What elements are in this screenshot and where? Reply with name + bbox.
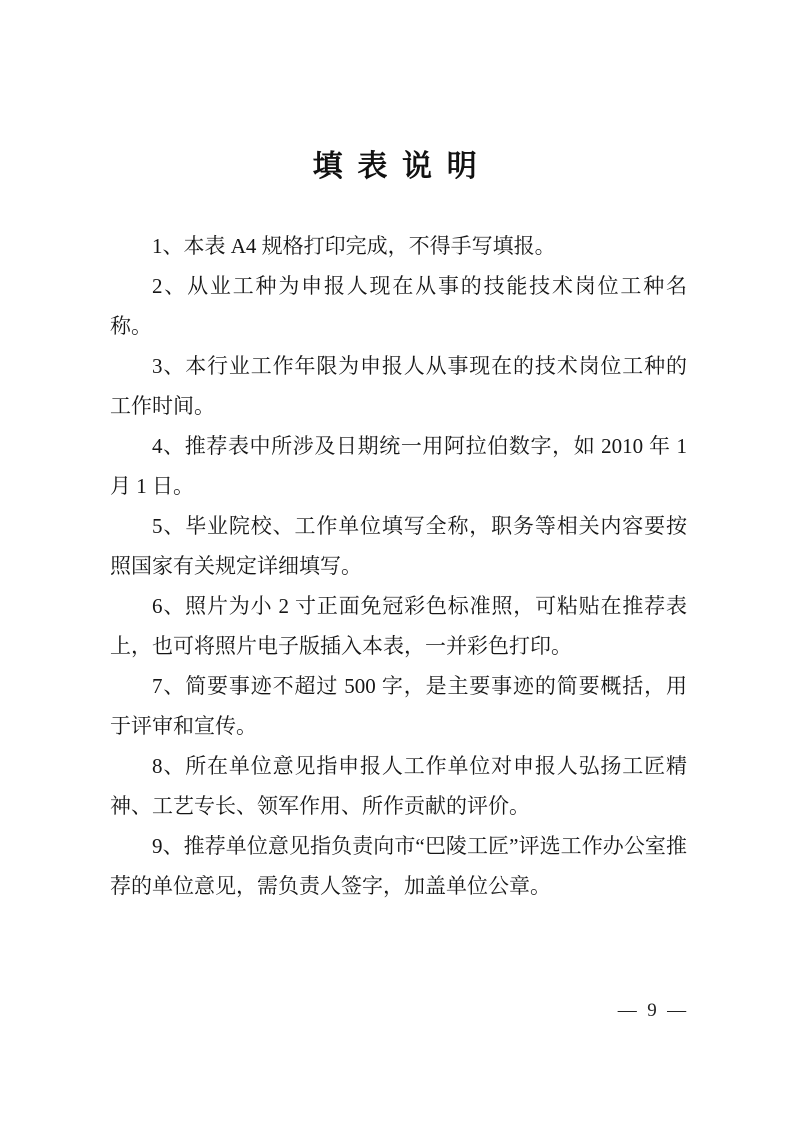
instruction-item-1: 1、本表 A4 规格打印完成，不得手写填报。	[152, 234, 556, 258]
instruction-item-3: 3、本行业工作年限为申报人从事现在的技术岗位工种的工作时间。	[110, 354, 687, 418]
instruction-item-7: 7、简要事迹不超过 500 字，是主要事迹的简要概括，用于评审和宣传。	[110, 674, 687, 738]
instruction-item-9: 9、推荐单位意见指负责向市“巴陵工匠”评选工作办公室推荐的单位意见，需负责人签字，加盖单位公章。	[110, 834, 687, 898]
instruction-item-2: 2、从业工种为申报人现在从事的技能技术岗位工种名称。	[110, 274, 687, 338]
page-title: 填 表 说 明	[312, 150, 481, 183]
page-number: — 9 —	[617, 1000, 689, 1021]
instruction-item-6: 6、照片为小 2 寸正面免冠彩色标准照，可粘贴在推荐表上，也可将照片电子版插入本表，一并彩色打印。	[110, 594, 687, 658]
instruction-item-4: 4、推荐表中所涉及日期统一用阿拉伯数字，如 2010 年 1 月 1 日。	[110, 434, 687, 498]
instruction-item-8: 8、所在单位意见指申报人工作单位对申报人弘扬工匠精神、工艺专长、领军作用、所作贡献的评价。	[110, 754, 687, 818]
instructions-list	[110, 226, 687, 906]
instruction-item-5: 5、毕业院校、工作单位填写全称，职务等相关内容要按照国家有关规定详细填写。	[110, 514, 687, 578]
